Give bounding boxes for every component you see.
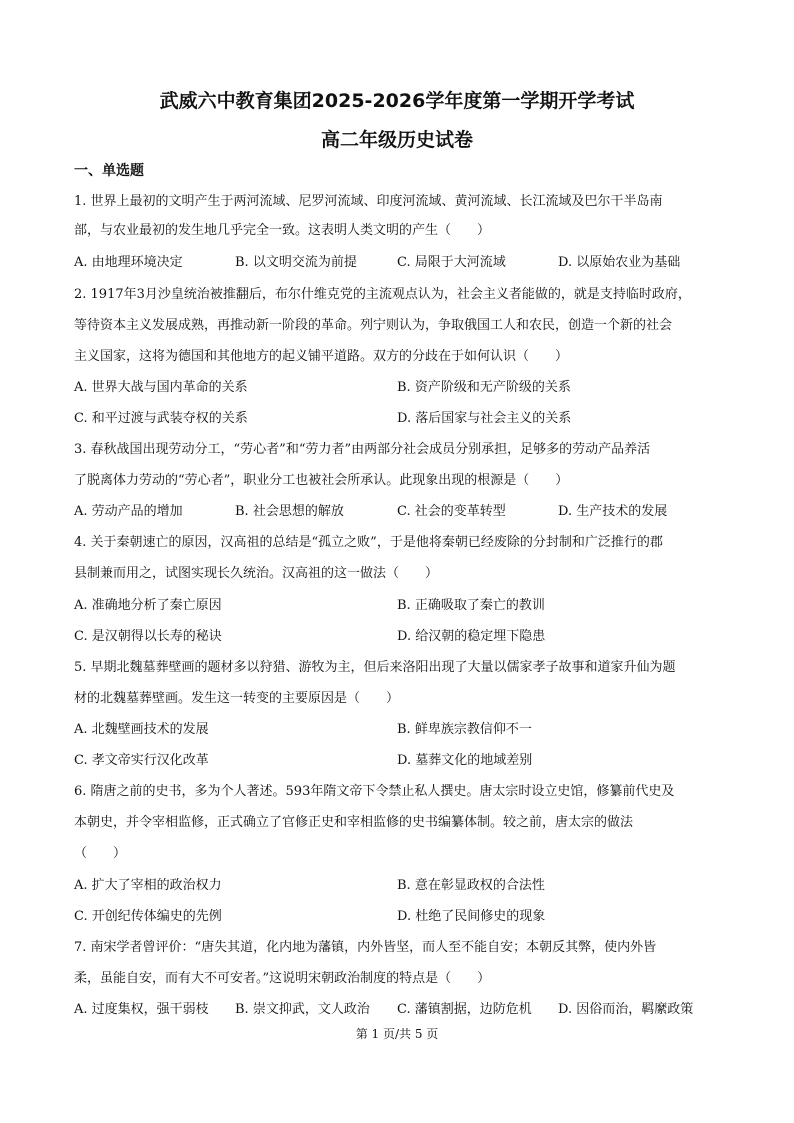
question-3-option-d: D. 生产技术的发展 — [558, 504, 668, 519]
question-6-option-c: C. 开创纪传体编史的先例 — [74, 909, 222, 924]
question-5-line-1: 5. 早期北魏墓葬壁画的题材多以狩猎、游牧为主，但后来洛阳出现了大量以儒家孝子故事和道家升仙为题 — [74, 660, 676, 675]
question-5-option-c: C. 孝文帝实行汉化改革 — [74, 753, 209, 768]
question-5-option-a: A. 北魏壁画技术的发展 — [74, 722, 209, 737]
question-7-line-1: 7. 南宋学者曾评价：“唐失其道，化内地为藩镇，内外皆坚，而人至不能自安；本朝反其弊，使内外皆 — [74, 940, 657, 955]
question-6-line-2: 本朝史，并令宰相监修，正式确立了官修正史和宰相监修的史书编纂体制。较之前，唐太宗的做法 — [74, 815, 634, 830]
question-2-line-3: 主义国家，这将为德国和其他地方的起义铺平道路。双方的分歧在于如何认识（ ） — [74, 349, 569, 364]
question-7-option-c: C. 藩镇割据，边防危机 — [397, 1002, 532, 1017]
exam-title: 武威六中教育集团2025-2026学年度第一学期开学考试 — [159, 90, 635, 112]
question-2-option-a: A. 世界大战与国内革命的关系 — [74, 380, 248, 395]
question-6-line-3: （ ） — [74, 846, 127, 861]
question-3-line-2: 了脱离体力劳动的“劳心者”，职业分工也被社会所承认。此现象出现的根源是（ ） — [74, 473, 569, 488]
question-4-option-c: C. 是汉朝得以长寿的秘诀 — [74, 629, 222, 644]
question-1-option-c: C. 局限于大河流域 — [397, 255, 506, 270]
question-6-option-b: B. 意在彰显政权的合法性 — [397, 878, 545, 893]
question-7-option-a: A. 过度集权，强干弱枝 — [74, 1002, 209, 1017]
question-1-option-a: A. 由地理环境决定 — [74, 255, 183, 270]
question-1-option-b: B. 以文明交流为前提 — [235, 255, 357, 270]
question-5-line-2: 材的北魏墓葬壁画。发生这一转变的主要原因是（ ） — [74, 691, 400, 706]
section-title: 一、单选题 — [74, 163, 144, 179]
question-3-line-1: 3. 春秋战国出现劳动分工，“劳心者”和“劳力者”由两部分社会成员分别承担，足够多的劳动产品养活 — [74, 442, 651, 457]
question-2-option-c: C. 和平过渡与武装夺权的关系 — [74, 411, 248, 426]
question-3-option-a: A. 劳动产品的增加 — [74, 504, 183, 519]
question-7-option-d: D. 因俗而治，羁縻政策 — [558, 1002, 694, 1017]
question-4-line-2: 县制兼而用之，试图实现长久统治。汉高祖的这一做法（ ） — [74, 566, 439, 581]
question-2-line-2: 等待资本主义发展成熟，再推动新一阶段的革命。列宁则认为，争取俄国工人和农民，创造一个新的社会 — [74, 318, 673, 333]
question-7-option-b: B. 崇文抑武，文人政治 — [235, 1002, 370, 1017]
question-6-option-d: D. 杜绝了民间修史的现象 — [397, 909, 546, 924]
question-2-line-1: 2. 1917年3月沙皇统治被推翻后，布尔什维克党的主流观点认为，社会主义者能做的，就是支持临时政府， — [74, 287, 691, 302]
question-5-option-b: B. 鲜卑族宗教信仰不一 — [397, 722, 532, 737]
question-6-line-1: 6. 隋唐之前的史书，多为个人著述。593年隋文帝下令禁止私人撰史。唐太宗时设立史馆，修纂前代史及 — [74, 784, 675, 799]
question-1-line-1: 1. 世界上最初的文明产生于两河流域、尼罗河流域、印度河流域、黄河流域、长江流域及巴尔干半岛南 — [74, 194, 663, 209]
question-3-option-b: B. 社会思想的解放 — [235, 504, 344, 519]
question-1-line-2: 部，与农业最初的发生地几乎完全一致。这表明人类文明的产生（ ） — [74, 223, 491, 238]
question-7-line-2: 柔，虽能自安，而有大不可安者。”这说明宋朝政治制度的特点是（ ） — [74, 971, 491, 986]
question-1-option-d: D. 以原始农业为基础 — [558, 255, 681, 270]
exam-subtitle: 高二年级历史试卷 — [320, 129, 473, 151]
page-footer: 第 1 页/共 5 页 — [355, 1027, 439, 1041]
question-4-option-a: A. 准确地分析了秦亡原因 — [74, 598, 222, 613]
question-4-option-d: D. 给汉朝的稳定埋下隐患 — [397, 629, 546, 644]
question-4-option-b: B. 正确吸取了秦亡的教训 — [397, 598, 545, 613]
question-6-option-a: A. 扩大了宰相的政治权力 — [74, 878, 222, 893]
question-4-line-1: 4. 关于秦朝速亡的原因，汉高祖的总结是“孤立之败”，于是他将秦朝已经废除的分封制和广泛推行的郡 — [74, 535, 663, 550]
question-3-option-c: C. 社会的变革转型 — [397, 504, 506, 519]
question-5-option-d: D. 墓葬文化的地域差别 — [397, 753, 533, 768]
question-2-option-d: D. 落后国家与社会主义的关系 — [397, 411, 572, 426]
question-2-option-b: B. 资产阶级和无产阶级的关系 — [397, 380, 571, 395]
